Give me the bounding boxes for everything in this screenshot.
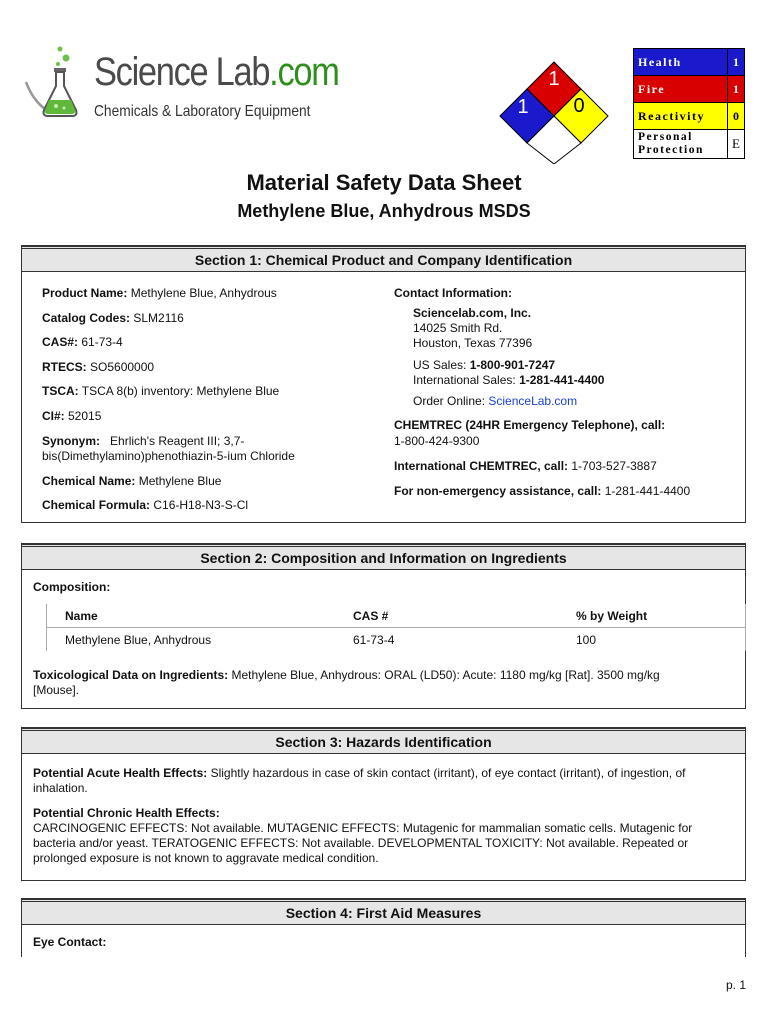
- composition-header-row: [47, 604, 746, 628]
- rating-fire-value: 1: [728, 76, 745, 103]
- company-name: Sciencelab.com, Inc.: [413, 306, 532, 320]
- nfpa-fire-value: 1: [548, 68, 560, 90]
- page-number: p. 1: [725, 978, 746, 992]
- section-4: [21, 898, 746, 957]
- chronic-health-effects-label: Potential Chronic Health Effects:: [33, 806, 220, 820]
- rtecs-field: RTECS: SO5600000: [42, 360, 155, 374]
- section-4-heading: Section 4: First Aid Measures: [22, 899, 745, 925]
- address-line-1: 14025 Smith Rd.: [413, 321, 503, 335]
- nfpa-reactivity-value: 0: [573, 95, 585, 117]
- col-weight-header: % by Weight: [558, 604, 746, 628]
- sciencelab-link[interactable]: ScienceLab.com: [488, 394, 578, 408]
- flask-logo-icon: [20, 44, 94, 124]
- chemical-formula-field: Chemical Formula: C16-H18-N3-S-Cl: [42, 498, 249, 512]
- rating-reactivity-label: Reactivity: [634, 103, 728, 130]
- rating-health-value: 1: [728, 49, 745, 76]
- composition-table: [46, 604, 746, 651]
- acute-health-effects: Potential Acute Health Effects: Slightly hazardous in case of skin contact (irritant), of eye contact (irritant), of ingestion, of inhalation.: [33, 766, 686, 795]
- document-subtitle: Methylene Blue, Anhydrous MSDS: [237, 201, 531, 221]
- logo-wordmark: Science Lab.com: [94, 50, 339, 94]
- col-name-header: Name: [47, 604, 336, 628]
- intl-chemtrec: International CHEMTREC, call: 1-703-527-3887: [394, 459, 657, 473]
- synonym-field: Synonym: Ehrlich's Reagent III; 3,7- bis(Dimethylamino)phenothiazin-5-ium Chloride: [42, 434, 295, 463]
- chemtrec-phone: 1-800-424-9300: [394, 434, 480, 448]
- non-emergency-assistance: For non-emergency assistance, call: 1-281-441-4400: [394, 484, 691, 498]
- eye-contact-label: Eye Contact:: [33, 935, 107, 949]
- contact-info-label: Contact Information:: [394, 286, 512, 300]
- section-1: [21, 245, 746, 523]
- rating-ppe-value: E: [728, 130, 745, 159]
- rating-ppe-row: [634, 130, 745, 159]
- section-3-heading: Section 3: Hazards Identification: [22, 728, 745, 754]
- order-online: Order Online: ScienceLab.com: [413, 394, 578, 408]
- section-1-heading: Section 1: Chemical Product and Company Identification: [22, 246, 745, 272]
- nfpa-diamond: [498, 60, 610, 164]
- rating-reactivity-row: [634, 103, 745, 130]
- ingredient-weight: 100: [558, 628, 746, 652]
- rating-fire-row: [634, 76, 745, 103]
- ci-field: CI#: 52015: [42, 409, 102, 423]
- catalog-codes-field: Catalog Codes: SLM2116: [42, 311, 184, 325]
- table-row: [47, 628, 746, 652]
- chronic-health-effects-text: CARCINOGENIC EFFECTS: Not available. MUTAGENIC EFFECTS: Mutagenic for mammalian somatic cells. Mutagenic for bacteria and/or yeast. TERATOGENIC EFFECTS: Not available. DEVELOPMENTAL TOXICITY: Not available. Repeated or prolonged exposure is not known to aggravate medical condition.: [33, 821, 693, 865]
- rating-health-label: Health: [634, 49, 728, 76]
- composition-label: Composition:: [33, 580, 111, 594]
- product-name-field: Product Name: Methylene Blue, Anhydrous: [42, 286, 277, 300]
- ingredient-cas: 61-73-4: [353, 632, 395, 647]
- international-sales: International Sales: 1-281-441-4400: [413, 373, 605, 387]
- rating-ppe-label: Personal Protection: [634, 130, 728, 159]
- rating-health-row: [634, 49, 745, 76]
- rating-fire-label: Fire: [634, 76, 728, 103]
- logo-tagline: Chemicals & Laboratory Equipment: [94, 103, 311, 120]
- tsca-field: TSCA: TSCA 8(b) inventory: Methylene Blue: [42, 384, 280, 398]
- section-2: [21, 543, 746, 709]
- us-sales: US Sales: 1-800-901-7247: [413, 358, 556, 372]
- ingredient-name: Methylene Blue, Anhydrous: [47, 628, 336, 652]
- section-3: [21, 727, 746, 881]
- address-line-2: Houston, Texas 77396: [413, 336, 533, 350]
- nfpa-health-value: 1: [517, 96, 529, 118]
- chemtrec-label: CHEMTREC (24HR Emergency Telephone), call:: [394, 418, 666, 432]
- toxicological-data: Toxicological Data on Ingredients: Methylene Blue, Anhydrous: ORAL (LD50): Acute: 1180 mg/kg [Rat]. 3500 mg/kg [Mouse].: [33, 668, 660, 697]
- rating-reactivity-value: 0: [728, 103, 745, 130]
- document-title: Material Safety Data Sheet: [246, 170, 522, 195]
- section-2-heading: Section 2: Composition and Information on Ingredients: [22, 544, 745, 570]
- col-cas-header: CAS #: [335, 604, 558, 628]
- hazard-rating-table: [633, 48, 745, 159]
- chemical-name-field: Chemical Name: Methylene Blue: [42, 474, 222, 488]
- sciencelab-logo: [20, 44, 339, 124]
- cas-field: CAS#: 61-73-4: [42, 335, 123, 349]
